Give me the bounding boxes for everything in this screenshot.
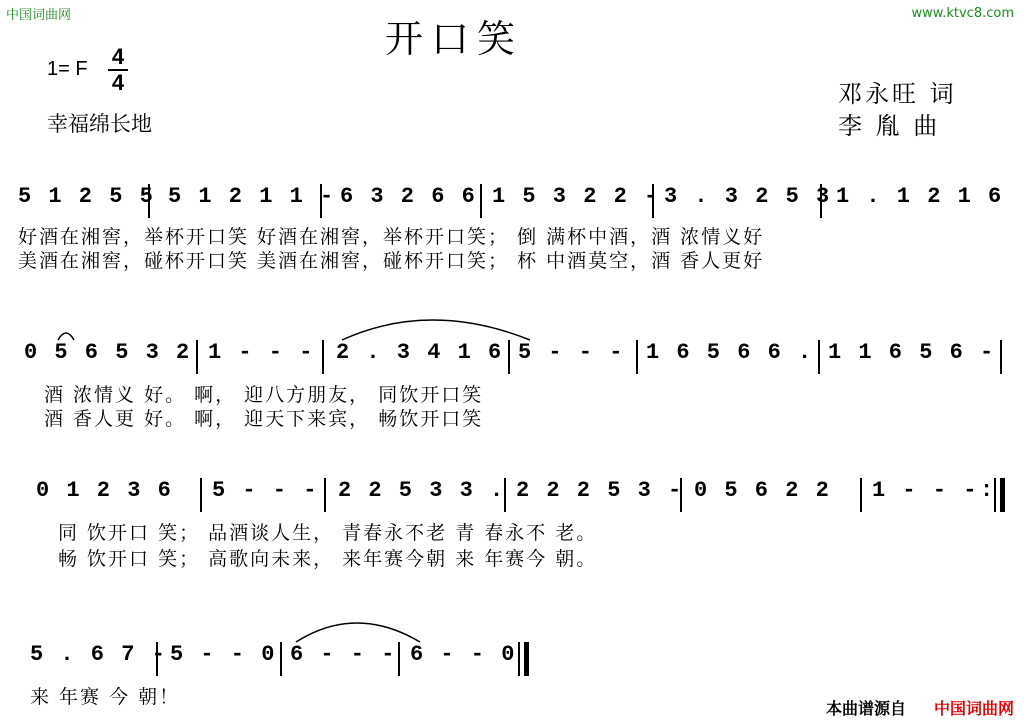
measure: 5 . 6 7 -: [30, 642, 167, 667]
lyricist: 邓永旺 词: [838, 80, 957, 108]
measure: 5 1 2 5 5: [18, 184, 155, 209]
lyric-line: 美酒在湘窖，碰杯开口笑 美酒在湘窖，碰杯开口笑； 杯 中酒莫空，酒 香人更好: [18, 250, 765, 272]
repeat-dots: :: [980, 478, 996, 503]
lyric-line: 同 饮开口 笑； 品酒谈人生， 青春永不老 青 春永不 老。: [58, 522, 598, 544]
site-name-left[interactable]: 中国词曲网: [6, 8, 72, 23]
measure: 5 - - -: [518, 340, 625, 365]
measure: 1 . 1 2 1 6: [836, 184, 1004, 209]
footer-source-site[interactable]: 中国词曲网: [933, 699, 1014, 718]
measure: 5 - - 0: [170, 642, 277, 667]
composer: 李 胤 曲: [838, 112, 941, 140]
measure: 0 5 6 5 3 2: [24, 340, 192, 365]
slur-arc: [296, 623, 420, 642]
measure: 1 6 5 6 6 .: [646, 340, 814, 365]
lyric-line: 来 年赛 今 朝！: [30, 686, 181, 708]
measure: 1 5 3 2 2 -: [492, 184, 660, 209]
measure: 6 - - 0: [410, 642, 517, 667]
measure: 2 2 2 5 3 -: [516, 478, 684, 503]
lyric-line: 酒 香人更 好。 啊， 迎天下来宾， 畅饮开口笑: [44, 408, 484, 430]
lyric-line: 酒 浓情义 好。 啊， 迎八方朋友， 同饮开口笑: [44, 384, 484, 406]
tempo-expression: 幸福绵长地: [47, 112, 152, 136]
measure: 2 2 5 3 3 .: [338, 478, 506, 503]
slur-arc: [342, 320, 530, 340]
measure: 1 1 6 5 6 -: [828, 340, 996, 365]
measure: 1 - - -: [872, 478, 979, 503]
measure: 0 1 2 3 6: [36, 478, 173, 503]
time-signature-top: 4: [111, 44, 125, 69]
lyric-line: 好酒在湘窖，举杯开口笑 好酒在湘窖，举杯开口笑； 倒 满杯中酒，酒 浓情义好: [18, 226, 765, 248]
site-url-right[interactable]: www.ktvc8.com: [911, 6, 1014, 21]
measure: 5 1 2 1 1 -: [168, 184, 336, 209]
slur-arc: [58, 333, 74, 340]
measure: 5 - - -: [212, 478, 319, 503]
key-signature: 1= F: [47, 58, 88, 80]
lyric-line: 畅 饮开口 笑； 高歌向未来， 来年赛今朝 来 年赛今 朝。: [58, 548, 598, 570]
footer-source-label: 本曲谱源自: [825, 699, 906, 718]
measure: 6 3 2 6 6: [340, 184, 477, 209]
measure: 6 - - -: [290, 642, 397, 667]
song-title: 开口笑: [385, 17, 524, 61]
time-signature-bottom: 4: [111, 70, 125, 95]
measure: 1 - - -: [208, 340, 315, 365]
measure: 2 . 3 4 1 6: [336, 340, 504, 365]
measure: 3 . 3 2 5 3: [664, 184, 832, 209]
measure: 0 5 6 2 2: [694, 478, 831, 503]
